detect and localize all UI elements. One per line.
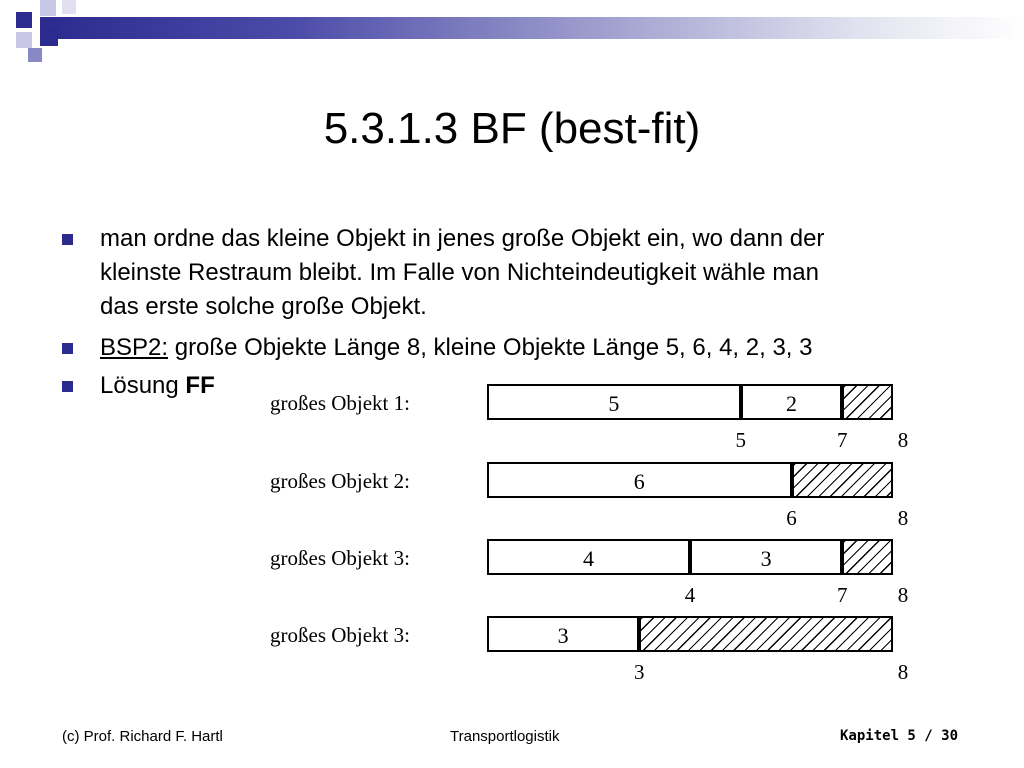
bin-bar — [487, 539, 893, 575]
example-label: BSP2: — [100, 334, 169, 361]
bullet-1-line-3: das erste solche große Objekt. — [100, 293, 427, 320]
bin-label: großes Objekt 3: — [270, 546, 410, 570]
solution-text: Lösung — [100, 372, 186, 399]
position-tick-label: 4 — [684, 583, 696, 607]
item-length-label: 3 — [760, 546, 772, 571]
remaining-space-hatch — [794, 464, 892, 496]
bin-bar — [487, 616, 893, 652]
header-gradient-bar — [40, 17, 1024, 39]
item-divider — [688, 541, 692, 573]
remaining-space-hatch — [844, 541, 891, 573]
bin-label: großes Objekt 3: — [270, 623, 410, 647]
remaining-space-hatch — [641, 618, 891, 650]
bullet-marker — [62, 343, 73, 354]
footer-copyright: (c) Prof. Richard F. Hartl — [62, 728, 223, 745]
bullet-1-line-2: kleinste Restraum bleibt. Im Falle von Nichteindeutigkeit wähle man — [100, 259, 820, 286]
bullet-2-text — [100, 331, 812, 365]
bin-bar — [487, 462, 893, 498]
slide-title: 5.3.1.3 BF (best-fit) — [323, 104, 701, 153]
position-tick-label: 7 — [837, 583, 848, 607]
position-tick-label: 3 — [634, 660, 645, 684]
item-length-label: 2 — [786, 391, 797, 416]
bullet-1-text — [100, 222, 824, 324]
remaining-space-hatch — [844, 386, 891, 418]
item-length-label: 6 — [633, 469, 645, 494]
position-tick-label: 8 — [897, 583, 909, 607]
position-tick-label: 8 — [897, 506, 909, 530]
item-divider — [739, 386, 743, 418]
position-tick-label: 8 — [897, 660, 909, 684]
item-length-label: 4 — [583, 546, 594, 571]
deco-square — [28, 48, 42, 62]
position-tick-label: 5 — [735, 428, 746, 452]
bullet-marker — [62, 234, 73, 245]
position-tick-label: 8 — [897, 428, 909, 452]
deco-square — [16, 32, 32, 48]
footer-course: Transportlogistik — [450, 728, 560, 745]
bullet-marker — [62, 381, 73, 392]
deco-square — [16, 12, 32, 28]
bullet-3-text — [100, 369, 215, 403]
bin-bar — [487, 384, 893, 420]
example-text: große Objekte Länge 8, kleine Objekte Länge 5, 6, 4, 2, 3, 3 — [168, 334, 813, 361]
deco-square — [40, 0, 56, 16]
bin-label: großes Objekt 1: — [270, 391, 410, 415]
solution-method: FF — [185, 372, 215, 399]
bin-label: großes Objekt 2: — [270, 469, 410, 493]
item-length-label: 3 — [557, 623, 569, 648]
deco-square — [40, 28, 58, 46]
position-tick-label: 7 — [837, 428, 848, 452]
deco-square — [62, 0, 76, 14]
bullet-1-line-1: man ordne das kleine Objekt in jenes große Objekt ein, wo dann der — [100, 225, 825, 252]
item-length-label: 5 — [608, 391, 620, 416]
position-tick-label: 6 — [786, 506, 797, 530]
footer-chapter: Kapitel 5 / 30 — [840, 728, 959, 744]
